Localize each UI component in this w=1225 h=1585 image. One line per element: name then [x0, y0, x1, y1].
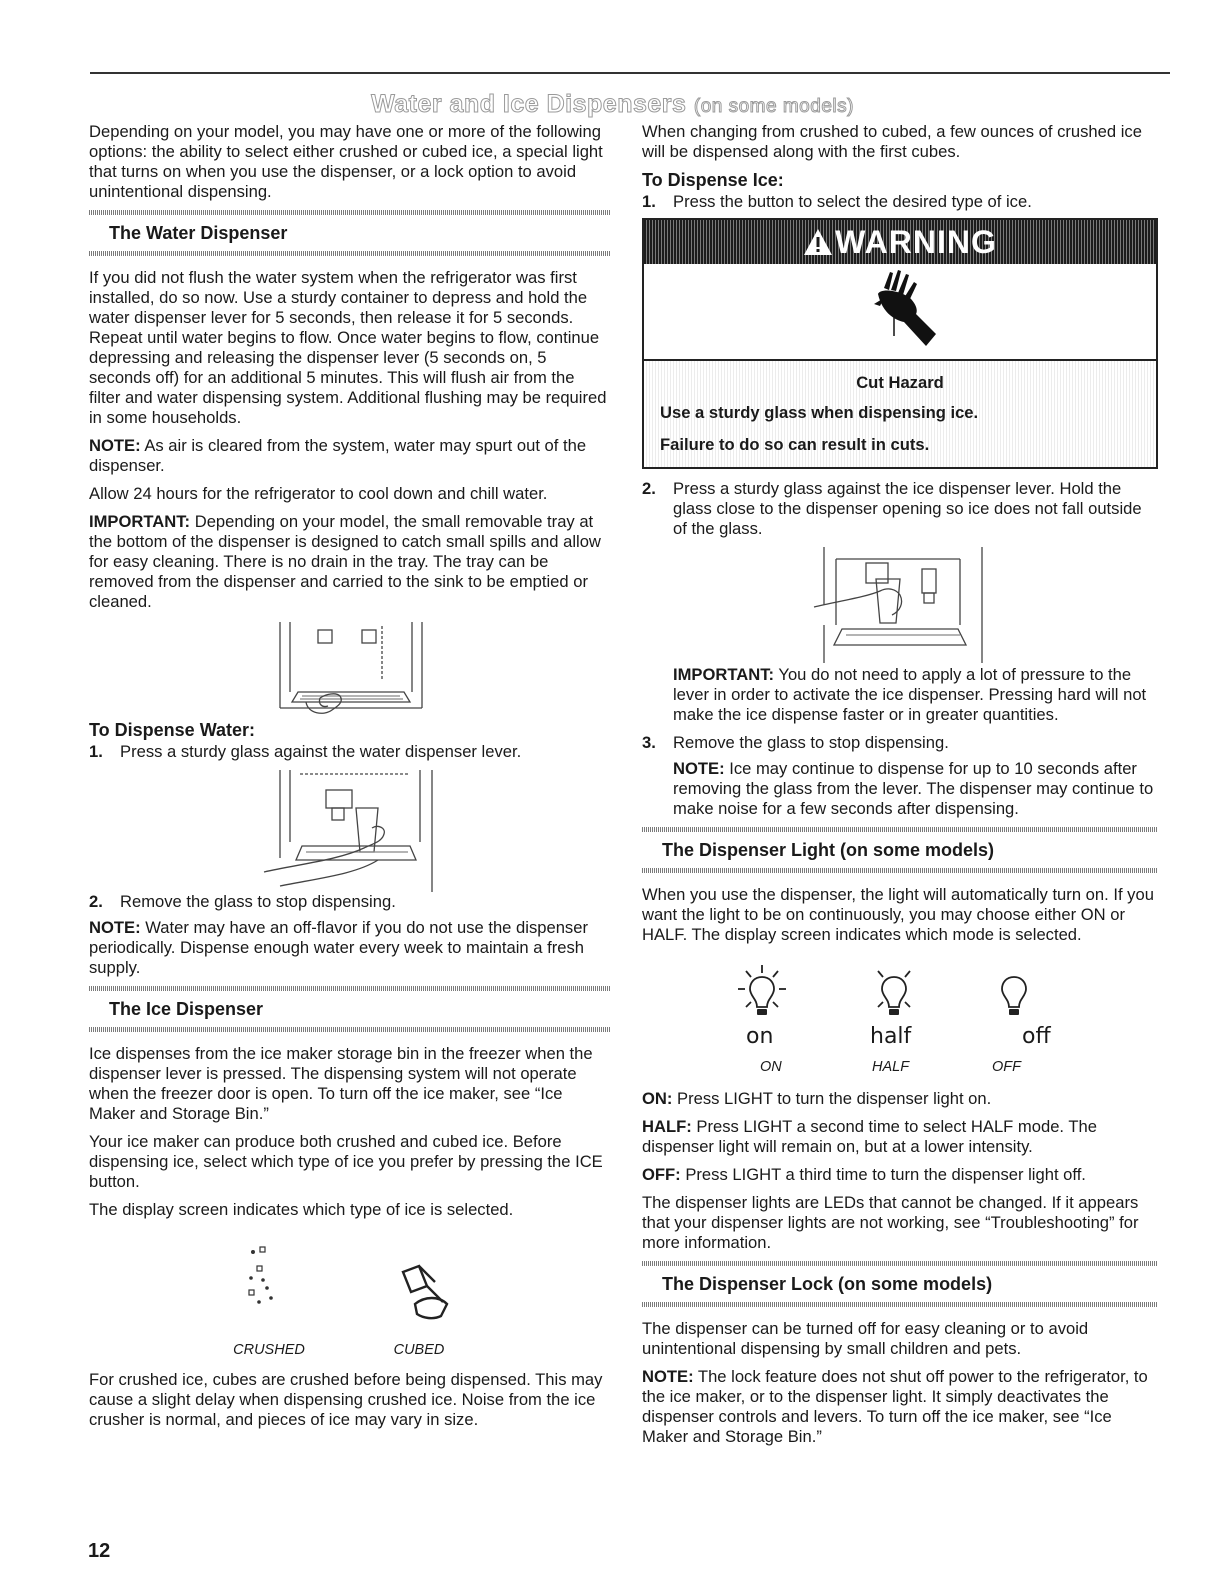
- warning-box: [642, 218, 1158, 469]
- ice-dispensing-illustration: [810, 545, 990, 665]
- step-text: Remove the glass to stop dispensing.: [673, 733, 949, 752]
- section-divider: [89, 1027, 610, 1032]
- section-divider: [642, 1261, 1158, 1266]
- crushed-ice-icon: [241, 1244, 281, 1314]
- section-divider: [89, 210, 610, 215]
- note-paragraph: [642, 1367, 1158, 1447]
- warning-line: Use a sturdy glass when dispensing ice.: [660, 403, 979, 422]
- hazard-title: Cut Hazard: [856, 373, 944, 392]
- section-header-water-dispenser: [89, 210, 610, 256]
- water-dispensing-illustration: [260, 768, 440, 892]
- note-text: The lock feature does not shut off power to the refrigerator, to the ice maker, or to the dispenser light. It simply deactivates the dispenser controls and levers. To turn off the ice maker, see “Ice Maker and Storage Bin.”: [642, 1367, 1148, 1446]
- section-divider: [89, 986, 610, 991]
- page-title-main: Water and Ice Dispensers: [371, 90, 687, 118]
- paragraph: When changing from crushed to cubed, a few ounces of crushed ice will be dispensed along with the first cubes.: [642, 122, 1142, 161]
- note-paragraph: [89, 918, 610, 978]
- light-off-icon: [984, 963, 1044, 1029]
- note-label: NOTE:: [642, 1367, 694, 1386]
- section-divider: [89, 251, 610, 256]
- light-mode-icons: [642, 953, 1158, 1077]
- step-2: [89, 892, 610, 912]
- dispense-ice-heading: To Dispense Ice:: [642, 170, 784, 190]
- right-column: [642, 122, 1158, 1455]
- note-text: As air is cleared from the system, water may spurt out of the dispenser.: [89, 436, 587, 475]
- step-text: Remove the glass to stop dispensing.: [120, 892, 396, 911]
- on-paragraph: [642, 1089, 1158, 1109]
- off-text: Press LIGHT a third time to turn the dispenser light off.: [680, 1165, 1086, 1184]
- half-label: HALF:: [642, 1117, 692, 1136]
- note-label: NOTE:: [89, 436, 141, 455]
- on-label: ON:: [642, 1089, 673, 1108]
- light-on-text: on: [746, 1024, 774, 1049]
- step-number: 3.: [642, 733, 656, 752]
- important-text: Depending on your model, the small removable tray at the bottom of the dispenser is designed to catch small spills and allow for easy cleaning. There is no drain in the tray. The tray can be removed from the dispenser and carried to the sink to be emptied or cleaned.: [89, 512, 601, 611]
- cap-on: ON: [760, 1059, 782, 1075]
- warning-text: [644, 361, 1156, 467]
- cap-half: HALF: [872, 1059, 910, 1075]
- important-label: IMPORTANT:: [89, 512, 191, 531]
- paragraph: Ice dispenses from the ice maker storage bin in the freezer when the dispenser lever is pressed. The dispensing system will not operate when the freezer door is open. To turn off the ice maker, see “Ice Maker and Storage Bin.”: [89, 1044, 593, 1123]
- paragraph: When you use the dispenser, the light will automatically turn on. If you want the light to be on continuously, you may choose either ON or HALF. The display screen indicates which mode is selected.: [642, 885, 1154, 944]
- note-label: NOTE:: [89, 918, 141, 937]
- note-paragraph: [89, 436, 610, 476]
- paragraph: The dispenser lights are LEDs that cannot be changed. If it appears that your dispenser lights are not working, see “Troubleshooting” for more information.: [642, 1193, 1139, 1252]
- step-text: Press a sturdy glass against the water dispenser lever.: [120, 742, 522, 761]
- step-1: [642, 192, 1158, 212]
- step-text: Press the button to select the desired type of ice.: [673, 192, 1032, 211]
- light-half-icon: [864, 963, 924, 1029]
- step-text: Press a sturdy glass against the ice dispenser lever. Hold the glass close to the dispenser opening so ice does not fall outside of the glass.: [673, 479, 1142, 538]
- half-text: Press LIGHT a second time to select HALF mode. The dispenser light will remain on, but at a lower intensity.: [642, 1117, 1097, 1156]
- page-number: 12: [88, 1540, 111, 1562]
- light-half-text: half: [870, 1024, 912, 1049]
- paragraph: The dispenser can be turned off for easy cleaning or to avoid unintentional dispensing by small children and pets.: [642, 1319, 1089, 1358]
- cut-hazard-icon: [860, 268, 940, 356]
- light-off-text: off: [1022, 1024, 1051, 1049]
- left-column: [89, 122, 610, 1438]
- section-divider: [642, 868, 1158, 873]
- section-header-ice-dispenser: [89, 986, 610, 1032]
- note-text: Ice may continue to dispense for up to 10 seconds after removing the glass from the lever. The dispenser may continue to make noise for a few seconds after dispensing.: [673, 759, 1154, 818]
- page-title-subtitle: (on some models): [693, 96, 854, 117]
- ice-type-labels: [89, 1340, 610, 1360]
- ice-type-icons: [89, 1228, 610, 1340]
- warning-line: Failure to do so can result in cuts.: [660, 435, 930, 454]
- step-2: [642, 479, 1158, 539]
- section-title: The Dispenser Lock (on some models): [662, 1274, 993, 1294]
- half-paragraph: [642, 1117, 1158, 1157]
- note-text: Water may have an off-flavor if you do not use the dispenser periodically. Dispense enough water every week to maintain a fresh supply.: [89, 918, 588, 977]
- dispense-water-heading: To Dispense Water:: [89, 720, 256, 740]
- section-title: The Water Dispenser: [109, 223, 288, 243]
- off-label: OFF:: [642, 1165, 681, 1184]
- intro-paragraph: Depending on your model, you may have one or more of the following options: the ability to select either crushed or cubed ice, a special light that turns on when you use the dispenser, or a lock option to avoid unintentional dispensing.: [89, 122, 603, 201]
- section-header-dispenser-light: [642, 827, 1158, 873]
- warning-icon-area: [644, 264, 1156, 361]
- section-divider: [642, 1302, 1158, 1307]
- light-on-icon: [732, 963, 792, 1029]
- paragraph: For crushed ice, cubes are crushed before being dispensed. This may cause a slight delay when dispensing crushed ice. Noise from the ice crusher is normal, and pieces of ice may vary in size.: [89, 1370, 603, 1429]
- step-number: 1.: [642, 192, 656, 211]
- cubed-label: CUBED: [393, 1342, 445, 1358]
- on-text: Press LIGHT to turn the dispenser light on.: [672, 1089, 992, 1108]
- paragraph: If you did not flush the water system when the refrigerator was first installed, do so now. Use a sturdy container to depress and hold the water dispenser lever for 5 seconds, then release it for 5 seconds. Repeat until water begins to flow. Once water begins to flow, continue depressing and releasing the dispenser lever (5 seconds on, 5 seconds off) for an additional 5 minutes. This will flush air from the filter and water dispensing system. Additional flushing may be required in some households.: [89, 268, 607, 427]
- cap-off: OFF: [992, 1059, 1021, 1075]
- note-label: NOTE:: [673, 759, 725, 778]
- step-1: [89, 742, 610, 762]
- dispenser-tray-illustration: [260, 620, 440, 716]
- important-label: IMPORTANT:: [673, 665, 775, 684]
- top-rule: [90, 72, 1170, 74]
- important-paragraph: [642, 665, 1158, 725]
- important-paragraph: [89, 512, 610, 612]
- page-title: [0, 90, 1225, 119]
- note-paragraph: [642, 759, 1158, 819]
- step-3: [642, 733, 1158, 753]
- important-text: You do not need to apply a lot of pressure to the lever in order to activate the ice dispenser. Pressing hard will not make the ice dispense faster or in greater quantities.: [673, 665, 1147, 724]
- step-number: 2.: [642, 479, 656, 498]
- section-header-dispenser-lock: [642, 1261, 1158, 1307]
- step-number: 2.: [89, 892, 103, 911]
- paragraph: The display screen indicates which type of ice is selected.: [89, 1200, 514, 1219]
- step-number: 1.: [89, 742, 103, 761]
- warning-banner: [644, 220, 1156, 264]
- section-divider: [642, 827, 1158, 832]
- crushed-label: CRUSHED: [233, 1342, 305, 1358]
- section-title: The Dispenser Light (on some models): [662, 840, 995, 860]
- section-title: The Ice Dispenser: [109, 999, 264, 1019]
- warning-triangle-icon: [803, 228, 833, 256]
- paragraph: Your ice maker can produce both crushed and cubed ice. Before dispensing ice, select which type of ice you prefer by pressing the ICE button.: [89, 1132, 603, 1191]
- paragraph: Allow 24 hours for the refrigerator to cool down and chill water.: [89, 484, 548, 503]
- cubed-ice-icon: [395, 1262, 455, 1322]
- warning-banner-text: WARNING: [835, 224, 997, 260]
- off-paragraph: [642, 1165, 1158, 1185]
